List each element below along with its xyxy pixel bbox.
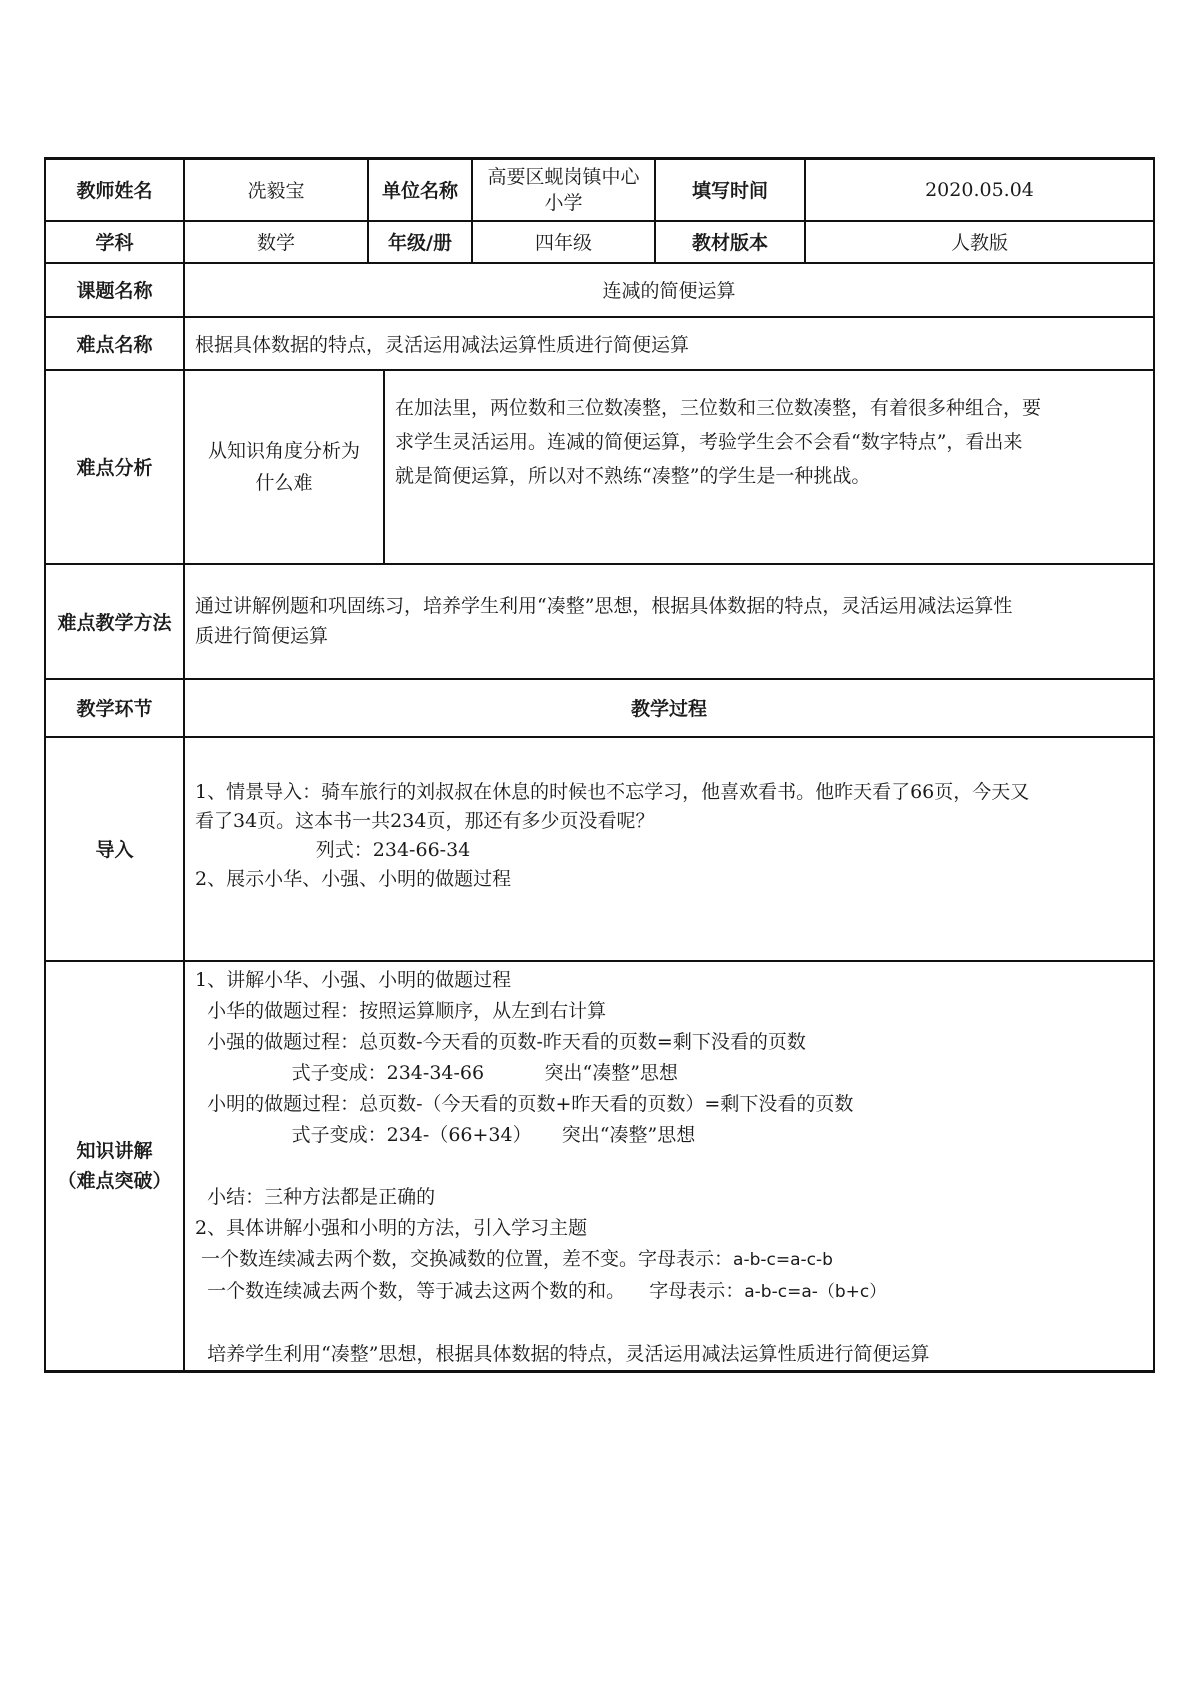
intro-line: 列式：234-66-34 [195,838,471,861]
intro-line: 2、展示小华、小强、小明的做题过程 [195,867,512,890]
intro-content [184,737,1154,961]
knowledge-line: 小明的做题过程：总页数-（今天看的页数+昨天看的页数）=剩下没看的页数 [195,1092,854,1115]
analysis-sub-label-line1: 从知识角度分析为 [207,439,360,462]
intro-line: 看了34页。这本书一共234页，那还有多少页没看呢？ [195,809,655,832]
knowledge-line [195,1308,1143,1339]
edition-value: 人教版 [805,221,1154,263]
knowledge-line: 2、具体讲解小强和小明的方法，引入学习主题 [195,1216,588,1239]
knowledge-content [184,961,1154,1372]
analysis-text-line: 在加法里，两位数和三位数凑整，三位数和三位数凑整，有着很多种组合，要 [395,396,1042,419]
intro-label: 导入 [45,737,184,961]
formula-2: a-b-c=a-（b+c） [744,1281,887,1302]
knowledge-line: 小强的做题过程：总页数-今天看的页数-昨天看的页数=剩下没看的页数 [195,1030,806,1053]
edition-label: 教材版本 [655,221,805,263]
grade-label: 年级/册 [368,221,472,263]
knowledge-line: 式子变成：234-34-66 突出“凑整”思想 [195,1061,678,1084]
analysis-label: 难点分析 [45,370,184,564]
subject-value: 数学 [184,221,368,263]
knowledge-line: 小结：三种方法都是正确的 [195,1185,436,1208]
lesson-plan-sheet [44,157,1153,1373]
formula-1: a-b-c=a-c-b [733,1249,833,1270]
unit-value-line2: 小学 [544,191,583,214]
knowledge-line [195,1151,1143,1182]
unit-label: 单位名称 [368,159,472,221]
knowledge-rule-text: 一个数连续减去两个数，等于减去这两个数的和。 字母表示： [195,1279,745,1302]
analysis-text [385,371,1153,563]
knowledge-rule-line [195,1244,1143,1276]
analysis-sub-label [185,371,385,563]
knowledge-label [45,961,184,1372]
unit-value [472,159,655,221]
teacher-label: 教师姓名 [45,159,184,221]
topic-value: 连减的简便运算 [184,263,1154,317]
method-value [184,564,1154,679]
method-label: 难点教学方法 [45,564,184,679]
knowledge-rule-line [195,1276,1143,1308]
difficulty-label: 难点名称 [45,317,184,370]
grade-value: 四年级 [472,221,655,263]
knowledge-line: 式子变成：234-（66+34） 突出“凑整”思想 [195,1123,696,1146]
teacher-value: 冼毅宝 [184,159,368,221]
subject-label: 学科 [45,221,184,263]
intro-line: 1、情景导入：骑车旅行的刘叔叔在休息的时候也不忘学习，他喜欢看书。他昨天看了66页，今天又 [195,780,1030,803]
lesson-plan-table [44,157,1155,1373]
knowledge-label-line2: （难点突破） [57,1169,172,1192]
method-line: 通过讲解例题和巩固练习，培养学生利用“凑整”思想，根据具体数据的特点，灵活运用减法运算性 [195,595,1013,617]
knowledge-rule-text: 一个数连续减去两个数，交换减数的位置，差不变。字母表示： [195,1247,734,1270]
knowledge-line: 培养学生利用“凑整”思想，根据具体数据的特点，灵活运用减法运算性质进行简便运算 [195,1342,930,1365]
analysis-text-line: 求学生灵活运用。连减的简便运算，考验学生会不会看“数字特点”，看出来 [395,430,1023,453]
knowledge-label-line1: 知识讲解 [76,1139,153,1162]
date-value: 2020.05.04 [805,159,1154,221]
analysis-cell [184,370,1154,564]
topic-label: 课题名称 [45,263,184,317]
unit-value-line1: 高要区蚬岗镇中心 [487,165,640,188]
analysis-sub-label-line2: 什么难 [255,471,313,494]
process-section-label: 教学环节 [45,679,184,737]
knowledge-line: 1、讲解小华、小强、小明的做题过程 [195,968,512,991]
knowledge-line: 小华的做题过程：按照运算顺序，从左到右计算 [195,999,607,1022]
analysis-text-line: 就是简便运算，所以对不熟练“凑整”的学生是一种挑战。 [395,464,871,487]
method-line: 质进行简便运算 [195,625,329,647]
date-label: 填写时间 [655,159,805,221]
process-section-title: 教学过程 [184,679,1154,737]
difficulty-value: 根据具体数据的特点，灵活运用减法运算性质进行简便运算 [184,317,1154,370]
